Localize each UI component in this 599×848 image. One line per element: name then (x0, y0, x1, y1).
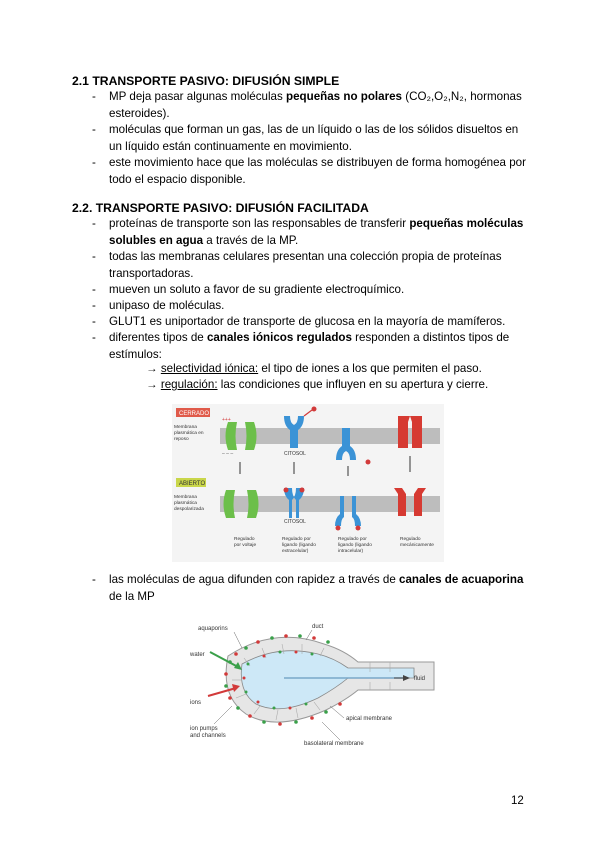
caption-voltage-2: por voltaje (234, 543, 257, 548)
voltage-channel-open-left (224, 490, 236, 518)
voltage-channel-closed-right (245, 422, 257, 450)
plus-charges: +++ (222, 417, 231, 423)
caption-mechanical-1: Regulado (400, 537, 421, 542)
label-ion-pumps: ion pumps (190, 726, 218, 732)
section-heading-simple-diffusion: 2.1 TRANSPORTE PASIVO: DIFUSIÓN SIMPLE (72, 74, 340, 88)
voltage-channel-open-right (247, 490, 259, 518)
caption-ligand-ext-3: extracelular) (282, 549, 309, 554)
list-item: - GLUT1 es uniportador de transporte de glucosa en la mayoría de mamíferos. (92, 315, 506, 328)
label-and-channels: and channels (190, 733, 226, 739)
membrane-depol-label-1: Membrana (174, 495, 197, 500)
ligand-dot (366, 460, 371, 465)
list-item: - unipaso de moléculas. (92, 299, 225, 312)
section-heading-facilitated-diffusion: 2.2. TRANSPORTE PASIVO: DIFUSIÓN FACILITADA (72, 201, 369, 215)
label-fluid: fluid (414, 676, 426, 682)
bound-ligand (336, 526, 341, 531)
caption-voltage-1: Regulado (234, 537, 255, 542)
caption-mechanical-2: mecánicamente (400, 543, 434, 548)
membrane-rest-label-2: plasmática en (174, 431, 204, 436)
list-item: - mueven un soluto a favor de su gradiente electroquímico. (92, 283, 405, 296)
caption-ligand-ext-1: Regulado por (282, 537, 311, 542)
sub-item-ion-selectivity: → selectividad iónica: el tipo de iones a los que permiten el paso. (146, 362, 482, 375)
membrane-depol-label-3: despolarizada (174, 507, 204, 512)
voltage-channel-closed-left (226, 422, 238, 450)
list-item: - diferentes tipos de canales iónicos regulados responden a distintos tipos de estímulos: (92, 331, 510, 361)
aquaporin-duct-figure (184, 618, 440, 750)
list-item: - todas las membranas celulares presentan una colección propia de proteínas transportadoras. (92, 250, 502, 280)
label-water: water (190, 652, 205, 658)
list-item: - este movimiento hace que las moléculas se distribuyen de forma homogénea por todo el espacio disponible. (92, 156, 526, 186)
open-tag-label: ABIERTO (179, 481, 206, 487)
bound-ligand (284, 488, 289, 493)
page-number: 12 (511, 795, 524, 807)
list-item: - proteínas de transporte son las responsables de transferir pequeñas moléculas solubles en agua a través de la MP. (92, 217, 524, 247)
ligand-dot (312, 407, 317, 412)
label-duct: duct (312, 624, 324, 630)
cytosol-label-bottom: CITOSOL (284, 519, 306, 525)
cytosol-label-top: CITOSOL (284, 451, 306, 457)
membrane-depol-label-2: plasmática (174, 501, 197, 506)
label-aquaporins: aquaporins (198, 626, 228, 632)
bound-ligand (356, 526, 361, 531)
sub-item-regulation: → regulación: las condiciones que influyen en su apertura y cierre. (146, 378, 489, 391)
bound-ligand (300, 488, 305, 493)
caption-ligand-int-1: Regulado por (338, 537, 367, 542)
list-item: - moléculas que forman un gas, las de un líquido o las de los sólidos disueltos en un líquido están continuamente en movimiento. (92, 123, 519, 153)
label-apical-membrane: apical membrane (346, 716, 393, 722)
membrane-rest-label-3: reposo (174, 437, 189, 442)
list-item: - MP deja pasar algunas moléculas pequeñas no polares (CO₂,O₂,N₂, hormonas esteroides). (92, 90, 522, 120)
list-item: - las moléculas de agua difunden con rapidez a través de canales de acuaporina de la MP (92, 573, 524, 603)
closed-tag-label: CERRADO (179, 411, 210, 417)
caption-ligand-int-3: intracelular) (338, 549, 364, 554)
caption-ligand-int-2: ligando (ligando (338, 543, 372, 548)
label-ions: ions (190, 700, 202, 706)
membrane-rest-label-1: Membrana (174, 425, 197, 430)
label-basolateral-membrane: basolateral membrane (304, 741, 364, 747)
gated-channels-figure (172, 404, 444, 562)
minus-charges: – – – (222, 451, 234, 457)
caption-ligand-ext-2: ligando (ligando (282, 543, 316, 548)
